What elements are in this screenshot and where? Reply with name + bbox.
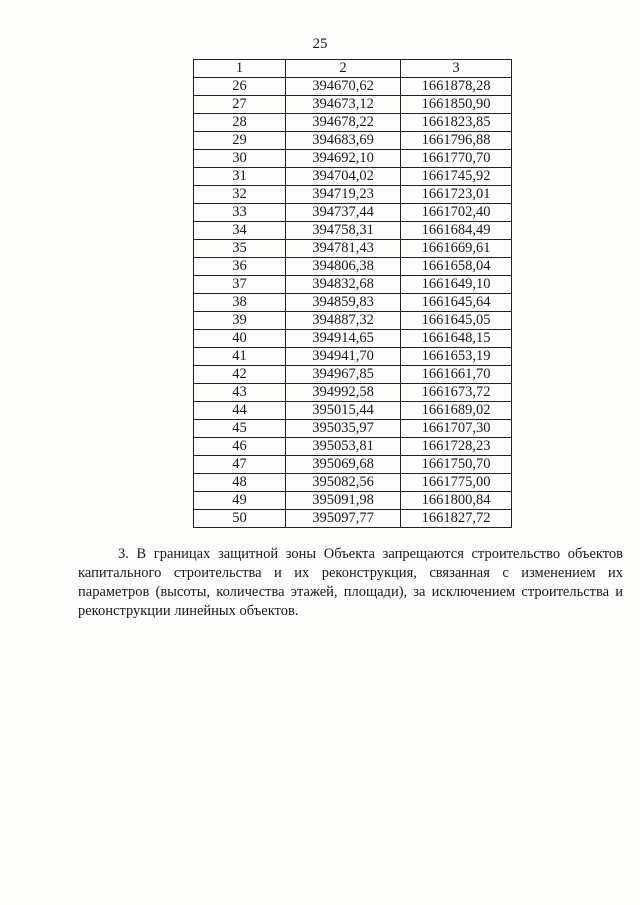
table-cell: 1661661,70	[401, 366, 512, 384]
table-cell: 394832,68	[286, 276, 401, 294]
table-cell: 394719,23	[286, 186, 401, 204]
table-row	[194, 204, 512, 222]
table-cell: 30	[194, 150, 286, 168]
table-header-row	[194, 60, 512, 78]
table-cell: 36	[194, 258, 286, 276]
table-row	[194, 492, 512, 510]
table-row	[194, 168, 512, 186]
table-cell: 32	[194, 186, 286, 204]
table-cell: 1661796,88	[401, 132, 512, 150]
table-cell: 394781,43	[286, 240, 401, 258]
table-row	[194, 222, 512, 240]
table-cell: 1661823,85	[401, 114, 512, 132]
table-cell: 1661800,84	[401, 492, 512, 510]
table-cell: 33	[194, 204, 286, 222]
table-cell: 29	[194, 132, 286, 150]
table-cell: 1661684,49	[401, 222, 512, 240]
table-row	[194, 312, 512, 330]
table-row	[194, 150, 512, 168]
table-row	[194, 96, 512, 114]
table-cell: 394692,10	[286, 150, 401, 168]
table-row	[194, 330, 512, 348]
table-cell: 1661658,04	[401, 258, 512, 276]
page-number: 25	[312, 36, 328, 52]
table-cell: 394678,22	[286, 114, 401, 132]
table-row	[194, 510, 512, 528]
table-row	[194, 240, 512, 258]
table-cell: 28	[194, 114, 286, 132]
table-cell: 395035,97	[286, 420, 401, 438]
table-cell: 1661649,10	[401, 276, 512, 294]
table-cell: 31	[194, 168, 286, 186]
table-cell: 394704,02	[286, 168, 401, 186]
table-cell: 395069,68	[286, 456, 401, 474]
table-cell: 394673,12	[286, 96, 401, 114]
table-cell: 50	[194, 510, 286, 528]
table-cell: 395053,81	[286, 438, 401, 456]
table-cell: 38	[194, 294, 286, 312]
column-header: 2	[286, 60, 401, 78]
table-row	[194, 474, 512, 492]
table-cell: 40	[194, 330, 286, 348]
table-cell: 27	[194, 96, 286, 114]
coordinates-table	[193, 59, 512, 528]
table-row	[194, 366, 512, 384]
table-cell: 1661750,70	[401, 456, 512, 474]
table-row	[194, 438, 512, 456]
table-cell: 1661645,64	[401, 294, 512, 312]
table-cell: 1661669,61	[401, 240, 512, 258]
table-cell: 1661653,19	[401, 348, 512, 366]
table-cell: 39	[194, 312, 286, 330]
table-cell: 47	[194, 456, 286, 474]
table-cell: 44	[194, 402, 286, 420]
table-row	[194, 186, 512, 204]
table-row	[194, 132, 512, 150]
table-cell: 1661745,92	[401, 168, 512, 186]
table-cell: 394758,31	[286, 222, 401, 240]
table-row	[194, 348, 512, 366]
table-cell: 1661770,70	[401, 150, 512, 168]
restriction-paragraph: 3. В границах защитной зоны Объекта запрещаются строительство объектов капитального строительства и их реконструкция, связанная с изменением их параметров (высоты, количества этажей, площади), за исключением строительства и реконструкции линейных объектов.	[78, 546, 623, 619]
table-cell: 395091,98	[286, 492, 401, 510]
table-row	[194, 402, 512, 420]
table-cell: 49	[194, 492, 286, 510]
table-row	[194, 384, 512, 402]
table-row	[194, 258, 512, 276]
column-header: 3	[401, 60, 512, 78]
column-header: 1	[194, 60, 286, 78]
table-cell: 1661702,40	[401, 204, 512, 222]
table-row	[194, 276, 512, 294]
table-cell: 1661673,72	[401, 384, 512, 402]
table-cell: 395097,77	[286, 510, 401, 528]
table-cell: 1661723,01	[401, 186, 512, 204]
table-cell: 26	[194, 78, 286, 96]
table-row	[194, 420, 512, 438]
table-cell: 1661850,90	[401, 96, 512, 114]
table-cell: 394670,62	[286, 78, 401, 96]
table-cell: 1661707,30	[401, 420, 512, 438]
table-cell: 1661689,02	[401, 402, 512, 420]
table-cell: 1661728,23	[401, 438, 512, 456]
table-cell: 395082,56	[286, 474, 401, 492]
table-cell: 394941,70	[286, 348, 401, 366]
table-row	[194, 456, 512, 474]
table-cell: 1661827,72	[401, 510, 512, 528]
table-cell: 394737,44	[286, 204, 401, 222]
table-cell: 1661775,00	[401, 474, 512, 492]
table-row	[194, 294, 512, 312]
table-cell: 394683,69	[286, 132, 401, 150]
table-cell: 1661645,05	[401, 312, 512, 330]
table-cell: 41	[194, 348, 286, 366]
table-cell: 43	[194, 384, 286, 402]
table-cell: 35	[194, 240, 286, 258]
table-cell: 46	[194, 438, 286, 456]
table-cell: 34	[194, 222, 286, 240]
table-cell: 394859,83	[286, 294, 401, 312]
table-row	[194, 78, 512, 96]
table-cell: 37	[194, 276, 286, 294]
table-cell: 394887,32	[286, 312, 401, 330]
table-cell: 394914,65	[286, 330, 401, 348]
table-cell: 394806,38	[286, 258, 401, 276]
table-cell: 45	[194, 420, 286, 438]
table-row	[194, 114, 512, 132]
table-cell: 1661878,28	[401, 78, 512, 96]
table-cell: 394992,58	[286, 384, 401, 402]
table-cell: 395015,44	[286, 402, 401, 420]
table-cell: 48	[194, 474, 286, 492]
table-cell: 394967,85	[286, 366, 401, 384]
table-cell: 42	[194, 366, 286, 384]
table-cell: 1661648,15	[401, 330, 512, 348]
